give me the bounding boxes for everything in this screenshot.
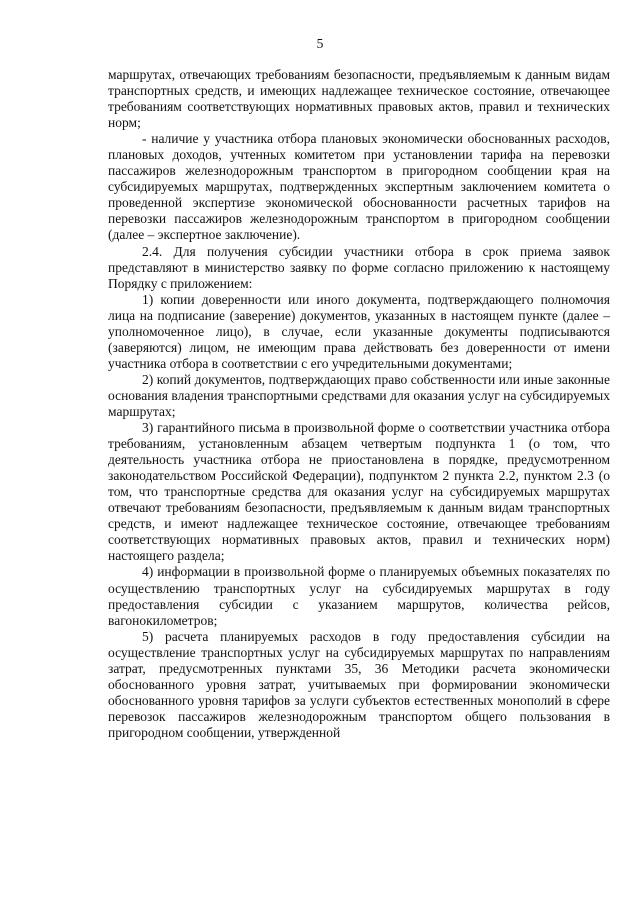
list-item-5: 5) расчета планируемых расходов в году предоставления субсидии на осуществление транспортных услуг на субсидируемых маршрутах по направлениям затрат, предусмотренных пунктами 35, 36 Методики расчета экономически обоснованного уровня затрат, учитываемых при формировании экономически обоснованного уровня тарифов за услуги субъектов естественных монополий в сфере перевозок пассажиров железнодорожным транспортом общего пользования в пригородном сообщении, утвержденной bbox=[108, 628, 610, 740]
list-item-3: 3) гарантийного письма в произвольной форме о соответствии участника отбора требованиям, установленным абзацем четвертым подпункта 1 (о том, что деятельность участника отбора не приостановлена в порядке, предусмотренном законодательством Российской Федерации), подпунктом 2 пункта 2.2, пунктом 2.3 (о том, что транспортные средства для оказания услуг на субсидируемых маршрутах отвечают требованиям безопасности, предъявляемым к данным видам транспортных средств, и имеют надлежащее техническое состояние, отвечающее требованиям соответствующих нормативных правовых актов, правил и технических норм) настоящего раздела; bbox=[108, 420, 610, 564]
paragraph-section-2-4: 2.4. Для получения субсидии участники отбора в срок приема заявок представляют в министерство заявку по форме согласно приложению к настоящему Порядку с приложением: bbox=[108, 243, 610, 291]
paragraph-expert-conclusion: - наличие у участника отбора плановых экономически обоснованных расходов, плановых доходов, учтенных комитетом при установлении тарифа на перевозки пассажиров железнодорожным транспортом в пригородном сообщении края на субсидируемых маршрутах, подтвержденных экспертным заключением комитета о проведенной экспертизе экономической обоснованности расчетных тарифов на перевозки пассажиров железнодорожным транспортом в пригородном сообщении (далее – экспертное заключение). bbox=[108, 131, 610, 243]
document-body bbox=[108, 67, 610, 741]
paragraph-continuation: маршрутах, отвечающих требованиям безопасности, предъявляемым к данным видам транспортных средств, и имеющих надлежащее техническое состояние, отвечающее требованиям соответствующих нормативных правовых актов, правил и технических норм; bbox=[108, 67, 610, 131]
page-number: 5 bbox=[316, 36, 324, 51]
list-item-2: 2) копий документов, подтверждающих право собственности или иные законные основания владения транспортными средствами для оказания услуг на субсидируемых маршрутах; bbox=[108, 371, 610, 419]
list-item-1: 1) копии доверенности или иного документа, подтверждающего полномочия лица на подписание (заверение) документов, указанных в настоящем пункте (далее – уполномоченное лицо), в случае, если указанные документы подписываются (заверяются) лицом, не имеющим права действовать без доверенности от имени участника отбора в соответствии с его учредительными документами; bbox=[108, 291, 610, 371]
list-item-4: 4) информации в произвольной форме о планируемых объемных показателях по осуществлению транспортных услуг на субсидируемых маршрутах в году предоставления субсидии с указанием маршрутов, количества рейсов, вагонокилометров; bbox=[108, 564, 610, 628]
